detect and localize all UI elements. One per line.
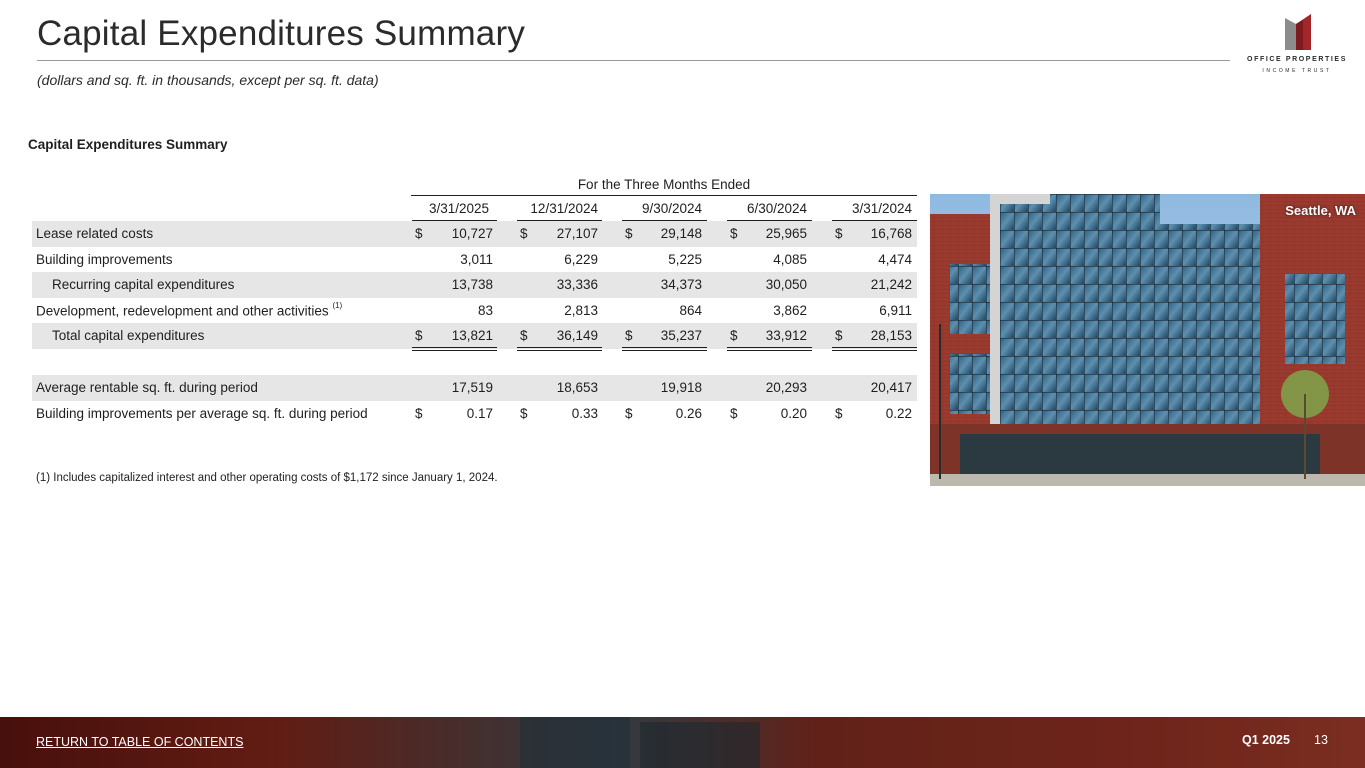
cell-value: 25,965 bbox=[765, 226, 807, 241]
row-label: Lease related costs bbox=[36, 226, 154, 241]
cell-value: 0.22 bbox=[885, 405, 912, 421]
cell-value: 13,821 bbox=[451, 328, 493, 343]
row-label: Recurring capital expenditures bbox=[52, 277, 235, 292]
cell-value: 21,242 bbox=[870, 277, 912, 292]
total-double-rule bbox=[517, 347, 602, 351]
currency-symbol: $ bbox=[415, 328, 423, 343]
column-header: 3/31/2025 bbox=[428, 201, 489, 216]
cell-value: 6,911 bbox=[879, 302, 912, 318]
currency-symbol: $ bbox=[730, 328, 738, 343]
cell-value: 28,153 bbox=[870, 328, 912, 343]
currency-symbol: $ bbox=[520, 405, 528, 421]
table-row bbox=[32, 272, 917, 298]
cell-value: 0.17 bbox=[466, 405, 493, 421]
column-header: 12/31/2024 bbox=[530, 201, 598, 216]
column-header-row bbox=[0, 196, 920, 222]
title-divider bbox=[37, 60, 1230, 61]
cell-value: 36,149 bbox=[556, 328, 598, 343]
cell-value: 4,474 bbox=[878, 251, 912, 267]
cell-value: 2,813 bbox=[564, 302, 598, 318]
column-header: 9/30/2024 bbox=[641, 201, 702, 216]
table-row bbox=[32, 221, 917, 247]
total-double-rule bbox=[727, 347, 812, 351]
cell-value: 19,918 bbox=[660, 380, 702, 395]
cell-value: 34,373 bbox=[660, 277, 702, 292]
cell-value: 4,085 bbox=[773, 251, 807, 267]
table-row bbox=[32, 323, 917, 349]
cell-value: 6,229 bbox=[564, 251, 598, 267]
currency-symbol: $ bbox=[415, 405, 423, 421]
period-header: For the Three Months Ended bbox=[577, 177, 751, 192]
logo-subname: INCOME TRUST bbox=[1262, 68, 1332, 74]
cell-value: 17,519 bbox=[451, 380, 493, 395]
cell-value: 33,336 bbox=[556, 277, 598, 292]
row-label: Total capital expenditures bbox=[52, 328, 205, 343]
cell-value: 10,727 bbox=[451, 226, 493, 241]
currency-symbol: $ bbox=[625, 328, 633, 343]
section-title: Capital Expenditures Summary bbox=[28, 137, 228, 152]
currency-symbol: $ bbox=[520, 226, 528, 241]
total-double-rule bbox=[412, 347, 497, 351]
currency-symbol: $ bbox=[415, 226, 423, 241]
cell-value: 20,417 bbox=[870, 380, 912, 395]
cell-value: 3,862 bbox=[773, 302, 807, 318]
row-label: Building improvements per average sq. ft. during period bbox=[36, 405, 368, 421]
page-title: Capital Expenditures Summary bbox=[37, 14, 526, 53]
table-row bbox=[32, 375, 917, 401]
footnote-marker: (1) bbox=[332, 300, 343, 310]
currency-symbol: $ bbox=[520, 328, 528, 343]
currency-symbol: $ bbox=[730, 405, 738, 421]
cell-value: 16,768 bbox=[870, 226, 912, 241]
cell-value: 83 bbox=[477, 302, 493, 318]
cell-value: 18,653 bbox=[556, 380, 598, 395]
row-label: Building improvements bbox=[36, 251, 173, 267]
row-label: Average rentable sq. ft. during period bbox=[36, 380, 258, 395]
cell-value: 29,148 bbox=[660, 226, 702, 241]
cell-value: 0.20 bbox=[780, 405, 807, 421]
footnote: (1) Includes capitalized interest and other operating costs of $1,172 since January 1, 2024. bbox=[36, 472, 498, 484]
page-number: 13 bbox=[1314, 733, 1328, 747]
table-row bbox=[32, 247, 917, 273]
currency-symbol: $ bbox=[625, 405, 633, 421]
cell-value: 0.33 bbox=[571, 405, 598, 421]
return-to-toc-link[interactable]: RETURN TO TABLE OF CONTENTS bbox=[36, 735, 244, 749]
cell-value: 0.26 bbox=[675, 405, 702, 421]
building-illustration bbox=[930, 194, 1365, 486]
footer-quarter: Q1 2025 bbox=[1242, 733, 1290, 747]
cell-value: 3,011 bbox=[460, 251, 493, 267]
photo-caption: Seattle, WA bbox=[1285, 203, 1356, 218]
table-row bbox=[32, 298, 917, 324]
cell-value: 13,738 bbox=[451, 277, 493, 292]
row-label-text: Development, redevelopment and other activities bbox=[36, 303, 329, 318]
cell-value: 864 bbox=[679, 302, 702, 318]
total-double-rule bbox=[832, 347, 917, 351]
currency-symbol: $ bbox=[835, 328, 843, 343]
cell-value: 35,237 bbox=[660, 328, 702, 343]
company-logo bbox=[1244, 12, 1350, 76]
column-header: 6/30/2024 bbox=[746, 201, 807, 216]
page-subtitle: (dollars and sq. ft. in thousands, except per sq. ft. data) bbox=[37, 72, 379, 88]
logo-name: OFFICE PROPERTIES bbox=[1247, 56, 1347, 63]
table-row bbox=[32, 401, 917, 427]
column-header: 3/31/2024 bbox=[851, 201, 912, 216]
cell-value: 30,050 bbox=[765, 277, 807, 292]
cell-value: 27,107 bbox=[556, 226, 598, 241]
cell-value: 33,912 bbox=[765, 328, 807, 343]
currency-symbol: $ bbox=[730, 226, 738, 241]
currency-symbol: $ bbox=[625, 226, 633, 241]
currency-symbol: $ bbox=[835, 405, 843, 421]
row-label bbox=[36, 300, 343, 319]
total-double-rule bbox=[622, 347, 707, 351]
building-photo bbox=[930, 194, 1365, 486]
logo-mark-icon bbox=[1285, 14, 1311, 50]
cell-value: 5,225 bbox=[668, 251, 702, 267]
currency-symbol: $ bbox=[835, 226, 843, 241]
cell-value: 20,293 bbox=[765, 380, 807, 395]
